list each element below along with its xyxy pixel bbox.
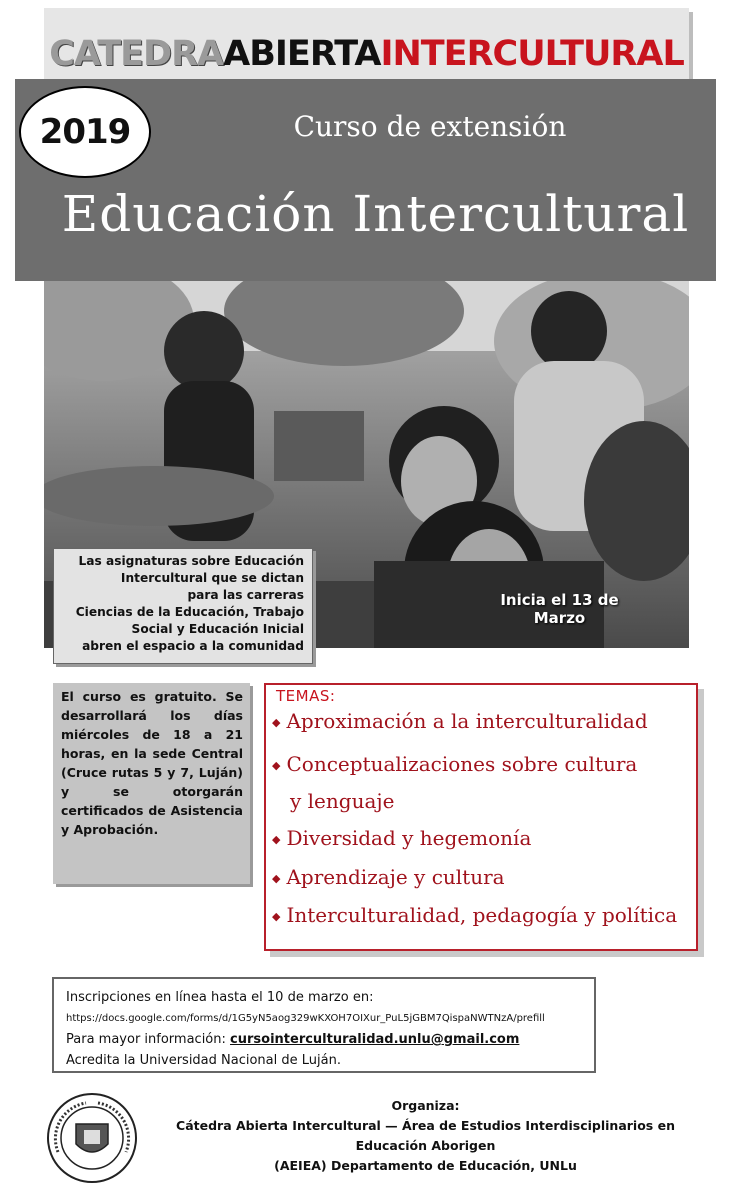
topic-label: Aprendizaje y cultura: [286, 865, 505, 889]
temas-heading: TEMAS:: [276, 687, 336, 705]
topic-label: Interculturalidad, pedagogía y política: [286, 903, 678, 927]
contact-line: [66, 1029, 594, 1050]
caption-line: Social y Educación Inicial: [131, 622, 304, 636]
topic-item: [272, 865, 505, 889]
course-info-box: [53, 683, 250, 884]
diamond-bullet-icon: ◆: [272, 759, 281, 772]
organizer-label: Organiza:: [391, 1098, 460, 1113]
university-seal-icon: [46, 1092, 138, 1184]
topic-label: Conceptualizaciones sobre cultura: [286, 752, 638, 776]
registration-deadline: Inscripciones en línea hasta el 10 de marzo en:: [66, 990, 374, 1005]
topic-item: [272, 903, 677, 927]
year-badge: [19, 86, 151, 178]
caption-line: Intercultural que se dictan: [120, 571, 304, 585]
course-title: Educación Intercultural: [61, 185, 690, 243]
course-type: Curso de extensión: [293, 110, 567, 143]
organizer-line2: (AEIEA) Departamento de Educación, UNLu: [274, 1158, 577, 1173]
banner-word-abierta: ABIERTA: [223, 34, 381, 74]
organizer-block: [148, 1096, 703, 1176]
banner-word-intercultural: INTERCULTURAL: [380, 34, 684, 74]
year-text: 2019: [39, 112, 131, 152]
topic-label: Diversidad y hegemonía: [286, 826, 532, 850]
caption-line: para las carreras: [187, 588, 304, 602]
diamond-bullet-icon: ◆: [272, 872, 281, 885]
caption-line: abren el espacio a la comunidad: [82, 639, 304, 653]
topic-item: [272, 826, 531, 850]
title-banner: [44, 8, 689, 80]
start-date: Inicia el 13 de Marzo: [500, 591, 619, 627]
topic-item: [272, 709, 648, 733]
accreditation-text: Acredita la Universidad Nacional de Luján.: [66, 1053, 341, 1068]
diamond-bullet-icon: ◆: [272, 833, 281, 846]
registration-box: [52, 977, 596, 1073]
diamond-bullet-icon: ◆: [272, 910, 281, 923]
temas-box: [264, 683, 698, 951]
topic-label: Aproximación a la interculturalidad: [286, 709, 648, 733]
course-info-text: El curso es gratuito. Se desarrollará los días miércoles de 18 a 21 horas, en la sede Central (Cruce rutas 5 y 7, Luján) y se otorgarán certificados de Asistencia y Aprobación.: [61, 689, 243, 837]
photo-caption: [53, 548, 313, 664]
organizer-line1: Cátedra Abierta Intercultural — Área de Estudios Interdisciplinarios en Educación Aborigen: [176, 1118, 675, 1153]
topic-item: [272, 752, 637, 776]
banner-brand: [44, 34, 689, 74]
caption-line: Ciencias de la Educación, Trabajo: [75, 605, 304, 619]
topic-continuation: y lenguaje: [290, 789, 395, 813]
contact-label: Para mayor información:: [66, 1032, 226, 1047]
contact-email-link[interactable]: cursointerculturalidad.unlu@gmail.com: [230, 1032, 520, 1047]
banner-word-catedra: CATEDRA: [49, 34, 224, 74]
diamond-bullet-icon: ◆: [272, 716, 281, 729]
registration-form-link[interactable]: https://docs.google.com/forms/d/1G5yN5aog329wKXOH7OIXur_PuL5jGBM7QispaNWTNzA/prefill: [66, 1013, 545, 1024]
caption-line: Las asignaturas sobre Educación: [78, 554, 304, 568]
